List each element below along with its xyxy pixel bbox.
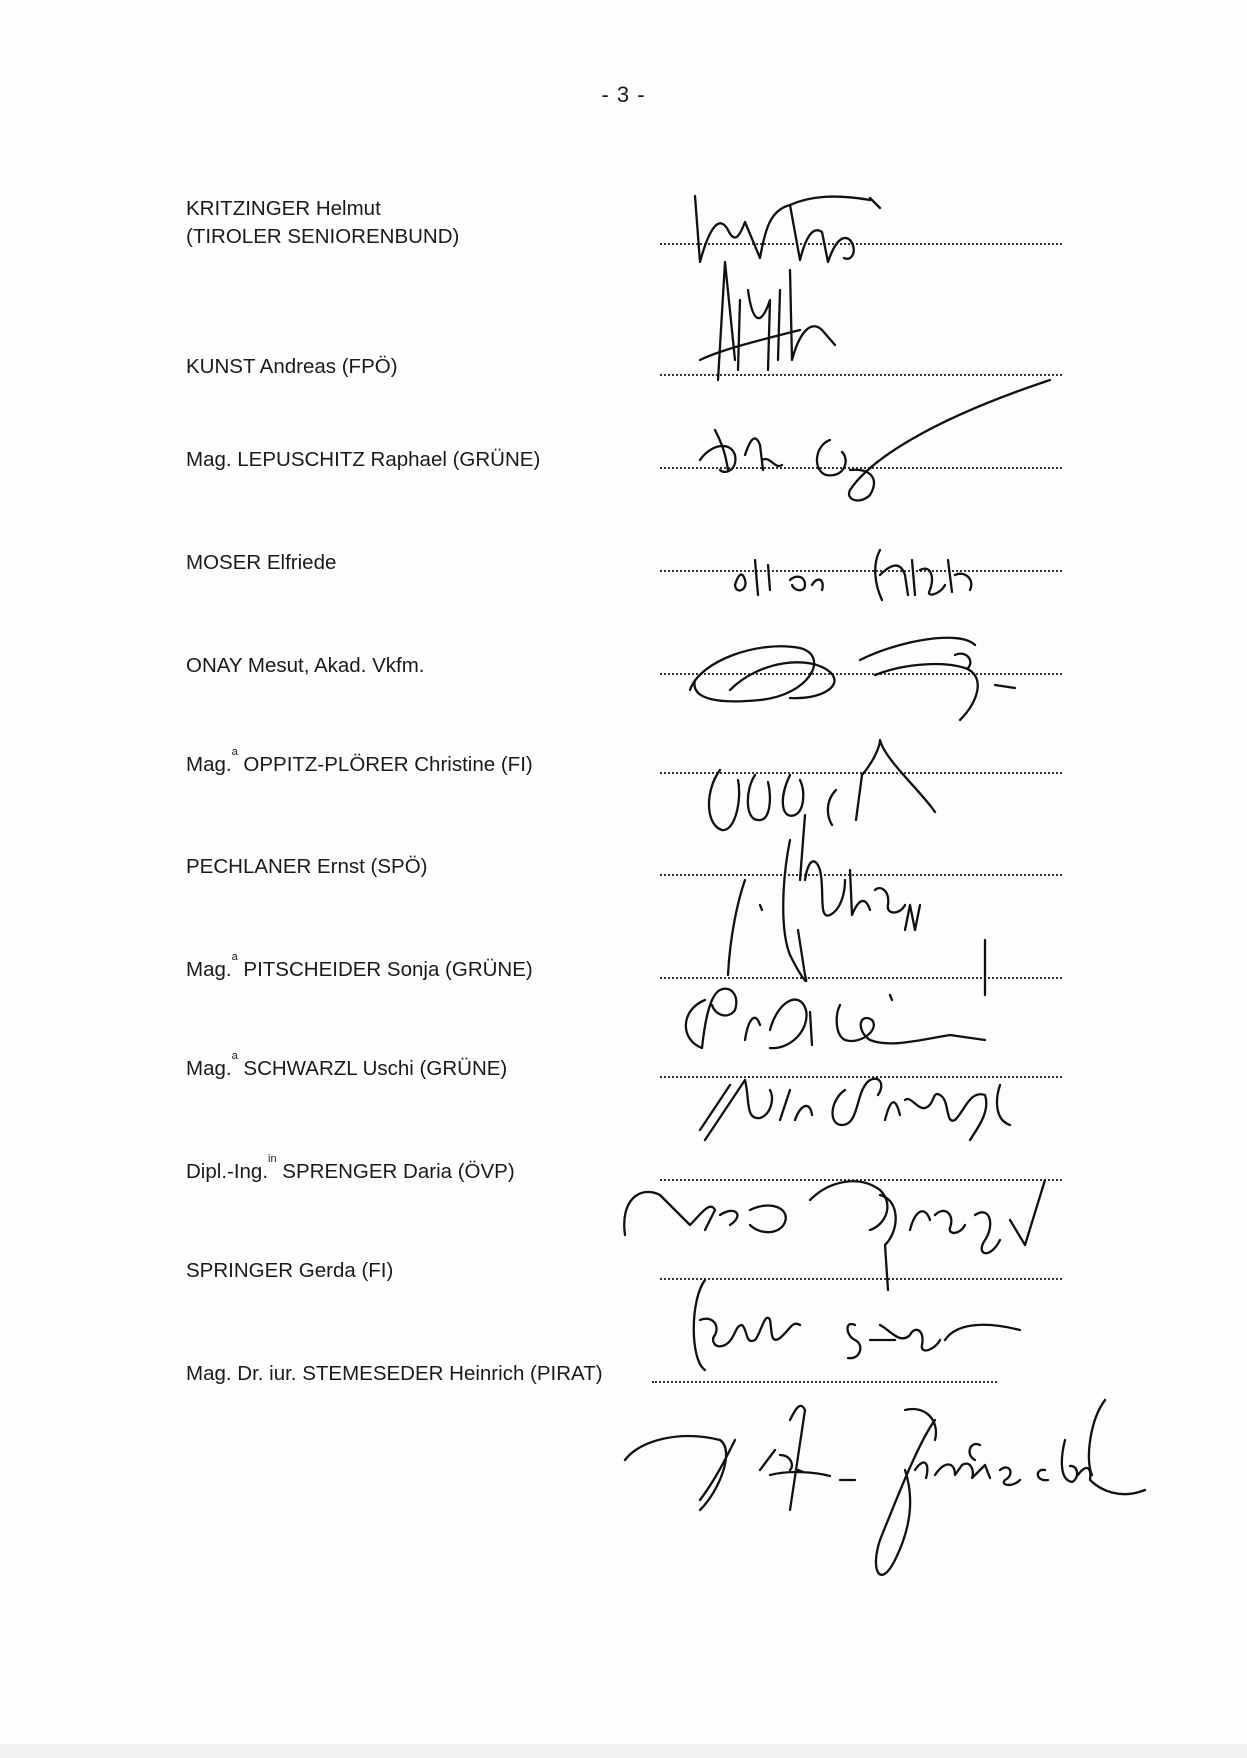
page-edge — [0, 1744, 1247, 1758]
signature-line — [660, 374, 1062, 376]
signature-line — [660, 243, 1062, 245]
signatory-row-stemeseder — [0, 1329, 1247, 1389]
signature-line — [660, 1278, 1062, 1280]
signatory-row-kunst — [0, 322, 1247, 382]
signatory-name: KUNST Andreas (FPÖ) — [186, 355, 398, 378]
signatory-row-lepuschitz — [0, 415, 1247, 475]
signature-line — [660, 1179, 1062, 1181]
name-line-2: (TIROLER SENIORENBUND) — [186, 225, 460, 248]
signature-line — [652, 1381, 997, 1383]
page-number: - 3 - — [601, 82, 646, 107]
signatory-name: Mag. LEPUSCHITZ Raphael (GRÜNE) — [186, 448, 541, 471]
signatory-name: Mag. Dr. iur. STEMESEDER Heinrich (PIRAT) — [186, 1362, 603, 1385]
signatory-row-oppitz-ploerer — [0, 720, 1247, 780]
signature-line — [660, 467, 1062, 469]
signature-line — [660, 874, 1062, 876]
signature-stemeseder — [625, 1400, 1145, 1575]
signature-line — [660, 570, 1062, 572]
signatory-row-moser — [0, 518, 1247, 578]
signatory-name: SPRINGER Gerda (FI) — [186, 1259, 394, 1282]
signature-line — [660, 1076, 1062, 1078]
signatory-row-kritzinger — [0, 191, 1247, 251]
signatory-name: Dipl.-Ing.$^{in}$ SPRENGER Daria (ÖVP) — [186, 1153, 515, 1183]
signatory-name: MOSER Elfriede — [186, 551, 337, 574]
signatory-row-onay — [0, 621, 1247, 681]
signatory-name: Mag.$^a$ SCHWARZL Uschi (GRÜNE) — [186, 1050, 508, 1080]
signature-line — [660, 772, 1062, 774]
signatory-row-schwarzl — [0, 1024, 1247, 1084]
signatory-row-sprenger — [0, 1127, 1247, 1187]
signature-line — [660, 673, 1062, 675]
signatory-name: Mag.$^a$ PITSCHEIDER Sonja (GRÜNE) — [186, 951, 533, 981]
signatory-name: Mag.$^a$ OPPITZ-PLÖRER Christine (FI) — [186, 746, 533, 776]
signatory-name — [186, 195, 459, 251]
signatory-name: PECHLANER Ernst (SPÖ) — [186, 855, 428, 878]
signatory-row-springer — [0, 1226, 1247, 1286]
name-line-1: KRITZINGER Helmut — [186, 197, 381, 220]
signatory-row-pitscheider — [0, 925, 1247, 985]
signatory-row-pechlaner — [0, 822, 1247, 882]
signature-line — [660, 977, 1062, 979]
signatory-name: ONAY Mesut, Akad. Vkfm. — [186, 654, 425, 677]
